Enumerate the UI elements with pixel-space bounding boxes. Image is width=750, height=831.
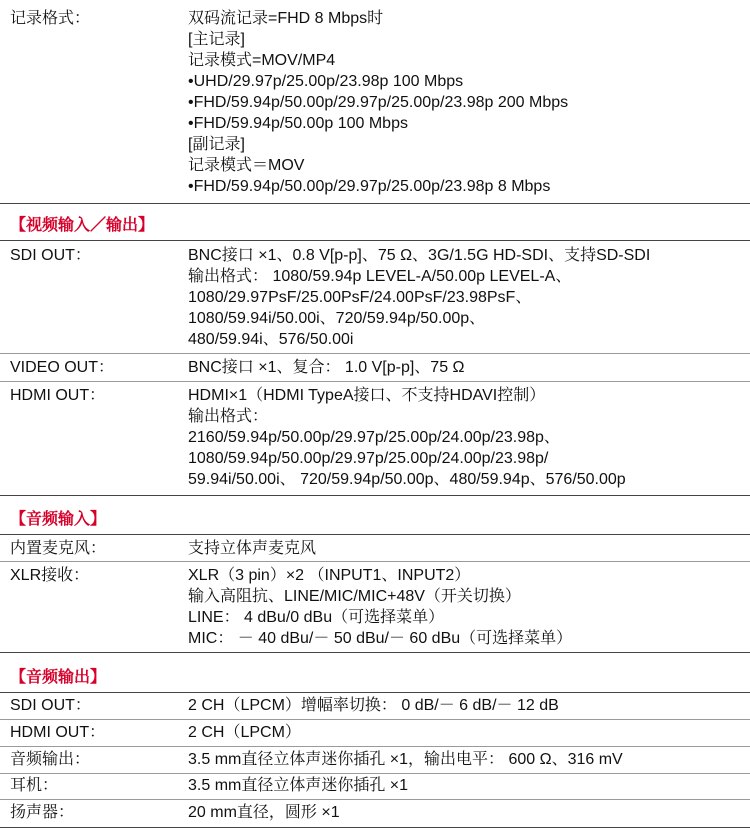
divider xyxy=(0,773,750,774)
audio-out-value xyxy=(188,749,744,770)
divider xyxy=(0,495,750,496)
xlr-input-line: LINE： 4 dBu/0 dBu（可选择菜单） xyxy=(188,609,445,626)
builtin-mic-value xyxy=(188,538,744,559)
audio-out-label: 音频输出： xyxy=(10,751,91,768)
video-io-heading: 【视频输入／输出】 xyxy=(10,217,155,234)
recording-format-line: 双码流记录=FHD 8 Mbps时 xyxy=(188,10,384,27)
divider xyxy=(0,652,750,653)
audio-hdmi-out-label: HDMI OUT： xyxy=(10,724,106,741)
recording-format-value xyxy=(188,8,744,197)
hdmi-out-line: 59.94i/50.00i、 720/59.94p/50.00p、480/59.94p、576/50.00p xyxy=(188,471,626,488)
audio-hdmi-out-value xyxy=(188,722,744,743)
speaker-label: 扬声器： xyxy=(10,804,75,821)
builtin-mic-line: 支持立体声麦克风 xyxy=(188,540,317,557)
video-out-value xyxy=(188,357,744,378)
divider xyxy=(0,827,750,828)
audio-input-heading: 【音频输入】 xyxy=(10,511,107,528)
xlr-input-label: XLR接收： xyxy=(10,567,90,584)
xlr-input-value xyxy=(188,565,744,649)
hdmi-out-value xyxy=(188,385,744,490)
divider xyxy=(0,692,750,693)
hdmi-out-line: 1080/59.94p/50.00p/29.97p/25.00p/24.00p/23.98p/ xyxy=(188,450,549,467)
divider xyxy=(0,561,750,562)
audio-sdi-out-label: SDI OUT： xyxy=(10,697,91,714)
audio-output-heading: 【音频输出】 xyxy=(10,669,107,686)
hdmi-out-line: 2160/59.94p/50.00p/29.97p/25.00p/24.00p/23.98p、 xyxy=(188,429,560,446)
sdi-out-line: 480/59.94i、576/50.00i xyxy=(188,331,354,348)
divider xyxy=(0,719,750,720)
audio-hdmi-out-line: 2 CH（LPCM） xyxy=(188,724,301,741)
recording-format-line: [主记录] xyxy=(188,31,245,48)
hdmi-out-line: HDMI×1（HDMI TypeA接口、不支持HDAVI控制） xyxy=(188,387,546,404)
headphone-value xyxy=(188,775,744,796)
builtin-mic-label: 内置麦克风： xyxy=(10,540,107,557)
recording-format-line: •FHD/59.94p/50.00p/29.97p/25.00p/23.98p 200 Mbps xyxy=(188,94,569,111)
headphone-label: 耳机： xyxy=(10,777,59,794)
divider xyxy=(0,534,750,535)
video-out-line: BNC接口 ×1、复合： 1.0 V[p-p]、75 Ω xyxy=(188,359,465,376)
recording-format-line: 记录模式＝MOV xyxy=(188,157,305,174)
divider xyxy=(0,353,750,354)
divider xyxy=(0,381,750,382)
recording-format-line: 记录模式=MOV/MP4 xyxy=(188,52,336,69)
recording-format-line: [副记录] xyxy=(188,136,245,153)
divider xyxy=(0,203,750,204)
xlr-input-line: 输入高阻抗、LINE/MIC/MIC+48V（开关切换） xyxy=(188,588,521,605)
sdi-out-value xyxy=(188,245,744,350)
divider xyxy=(0,240,750,241)
headphone-line: 3.5 mm直径立体声迷你插孔 ×1 xyxy=(188,777,409,794)
recording-format-label: 记录格式： xyxy=(10,10,91,27)
audio-sdi-out-value xyxy=(188,695,744,716)
recording-format-line: •FHD/59.94p/50.00p 100 Mbps xyxy=(188,115,408,132)
divider xyxy=(0,799,750,800)
speaker-value xyxy=(188,802,744,823)
recording-format-line: •FHD/59.94p/50.00p/29.97p/25.00p/23.98p 8 Mbps xyxy=(188,178,551,195)
divider xyxy=(0,746,750,747)
sdi-out-line: 输出格式： 1080/59.94p LEVEL-A/50.00p LEVEL-A、 xyxy=(188,268,572,285)
sdi-out-label: SDI OUT： xyxy=(10,247,91,264)
sdi-out-line: 1080/29.97PsF/25.00PsF/24.00PsF/23.98PsF、 xyxy=(188,289,532,306)
sdi-out-line: 1080/59.94i/50.00i、720/59.94p/50.00p、 xyxy=(188,310,486,327)
sdi-out-line: BNC接口 ×1、0.8 V[p-p]、75 Ω、3G/1.5G HD-SDI、支持SD-SDI xyxy=(188,247,651,264)
video-out-label: VIDEO OUT： xyxy=(10,359,115,376)
audio-out-line: 3.5 mm直径立体声迷你插孔 ×1，输出电平： 600 Ω、316 mV xyxy=(188,751,623,768)
recording-format-line: •UHD/29.97p/25.00p/23.98p 100 Mbps xyxy=(188,73,464,90)
xlr-input-line: MIC： － 40 dBu/－ 50 dBu/－ 60 dBu（可选择菜单） xyxy=(188,630,573,647)
audio-sdi-out-line: 2 CH（LPCM）增幅率切换： 0 dB/－ 6 dB/－ 12 dB xyxy=(188,697,559,714)
speaker-line: 20 mm直径，圆形 ×1 xyxy=(188,804,340,821)
xlr-input-line: XLR（3 pin）×2 （INPUT1、INPUT2） xyxy=(188,567,471,584)
hdmi-out-label: HDMI OUT： xyxy=(10,387,106,404)
hdmi-out-line: 输出格式： xyxy=(188,408,269,425)
